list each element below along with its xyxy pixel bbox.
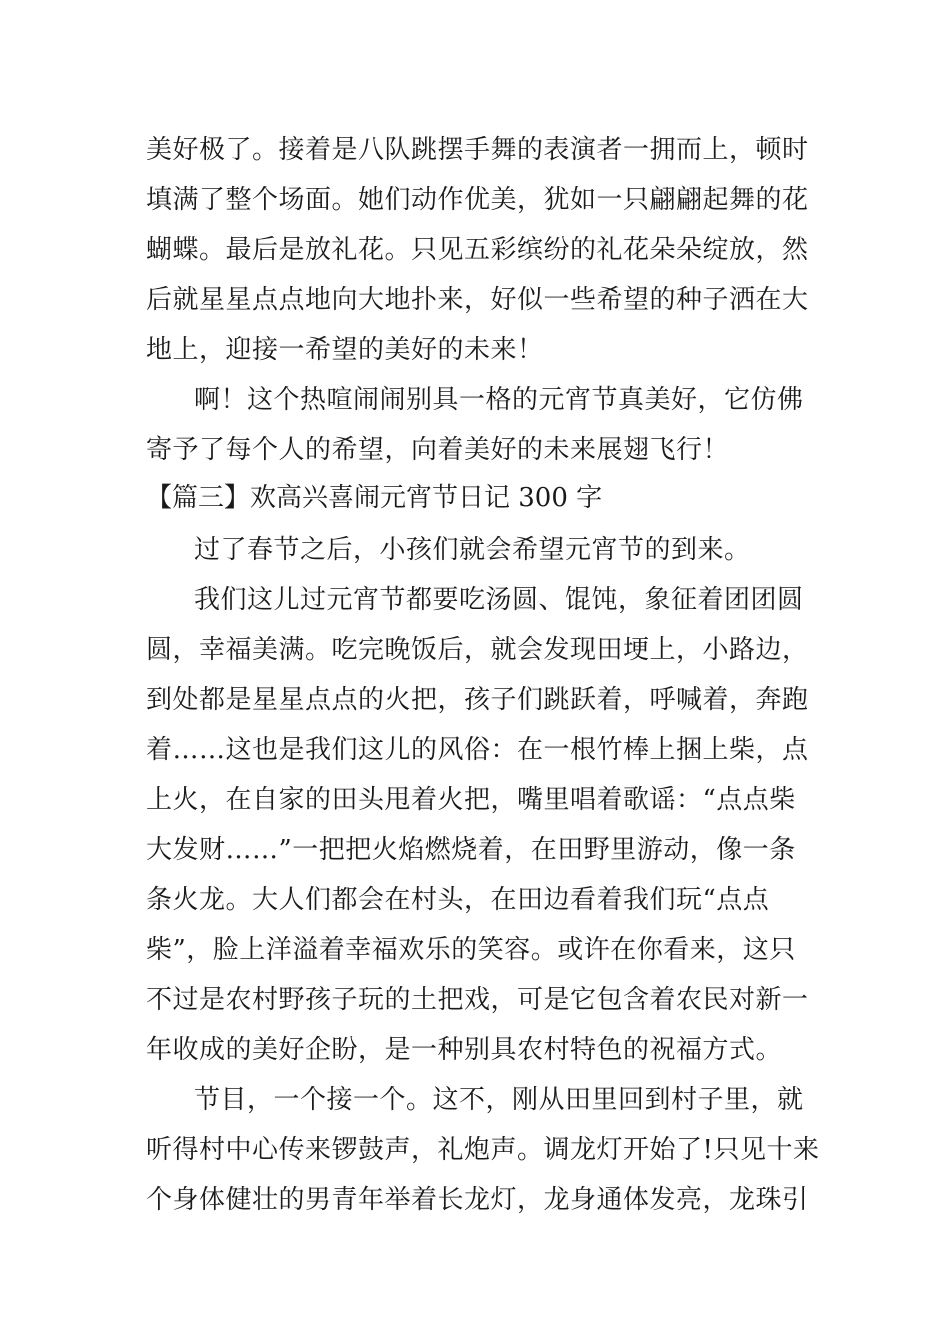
text-line: 寄予了每个人的希望，向着美好的未来展翅飞行！ (146, 435, 730, 465)
text-line: 条火龙。大人们都会在村头，在田边看着我们玩“点点 (146, 885, 770, 915)
text-line: 美好极了。接着是八队跳摆手舞的表演者一拥而上，顿时 (146, 135, 809, 165)
text-line: 大发财……”一把把火焰燃烧着，在田野里游动，像一条 (146, 835, 796, 865)
text-line: 填满了整个场面。她们动作优美，犹如一只翩翩起舞的花 (146, 185, 809, 215)
text-line: 地上，迎接一希望的美好的未来！ (146, 335, 544, 365)
text-line: 啊！这个热喧闹闹别具一格的元宵节真美好，它仿佛 (194, 385, 804, 415)
text-line: 听得村中心传来锣鼓声，礼炮声。调龙灯开始了!只见十来 (146, 1135, 820, 1165)
text-line: 柴”，脸上洋溢着幸福欢乐的笑容。或许在你看来，这只 (146, 935, 796, 965)
text-line: 节目，一个接一个。这不，刚从田里回到村子里，就 (194, 1085, 804, 1115)
text-line: 蝴蝶。最后是放礼花。只见五彩缤纷的礼花朵朵绽放，然 (146, 235, 809, 265)
text-line: 年收成的美好企盼，是一种别具农村特色的祝福方式。 (146, 1035, 783, 1065)
text-line: 着……这也是我们这儿的风俗：在一根竹棒上捆上柴，点 (146, 735, 809, 765)
text-line: 上火，在自家的田头甩着火把，嘴里唱着歌谣：“点点柴 (146, 785, 796, 815)
text-line: 个身体健壮的男青年举着长龙灯，龙身通体发亮，龙珠引 (146, 1185, 809, 1215)
text-line: 圆，幸福美满。吃完晚饭后，就会发现田埂上，小路边， (146, 635, 809, 665)
text-line: 不过是农村野孩子玩的土把戏，可是它包含着农民对新一 (146, 985, 809, 1015)
text-line: 后就星星点点地向大地扑来，好似一些希望的种子洒在大 (146, 285, 809, 315)
text-line: 我们这儿过元宵节都要吃汤圆、馄饨，象征着团团圆 (194, 585, 804, 615)
text-line: 过了春节之后，小孩们就会希望元宵节的到来。 (194, 535, 751, 565)
section-heading: 【篇三】欢高兴喜闹元宵节日记 300 字 (146, 483, 603, 513)
text-line: 到处都是星星点点的火把，孩子们跳跃着，呼喊着，奔跑 (146, 685, 809, 715)
